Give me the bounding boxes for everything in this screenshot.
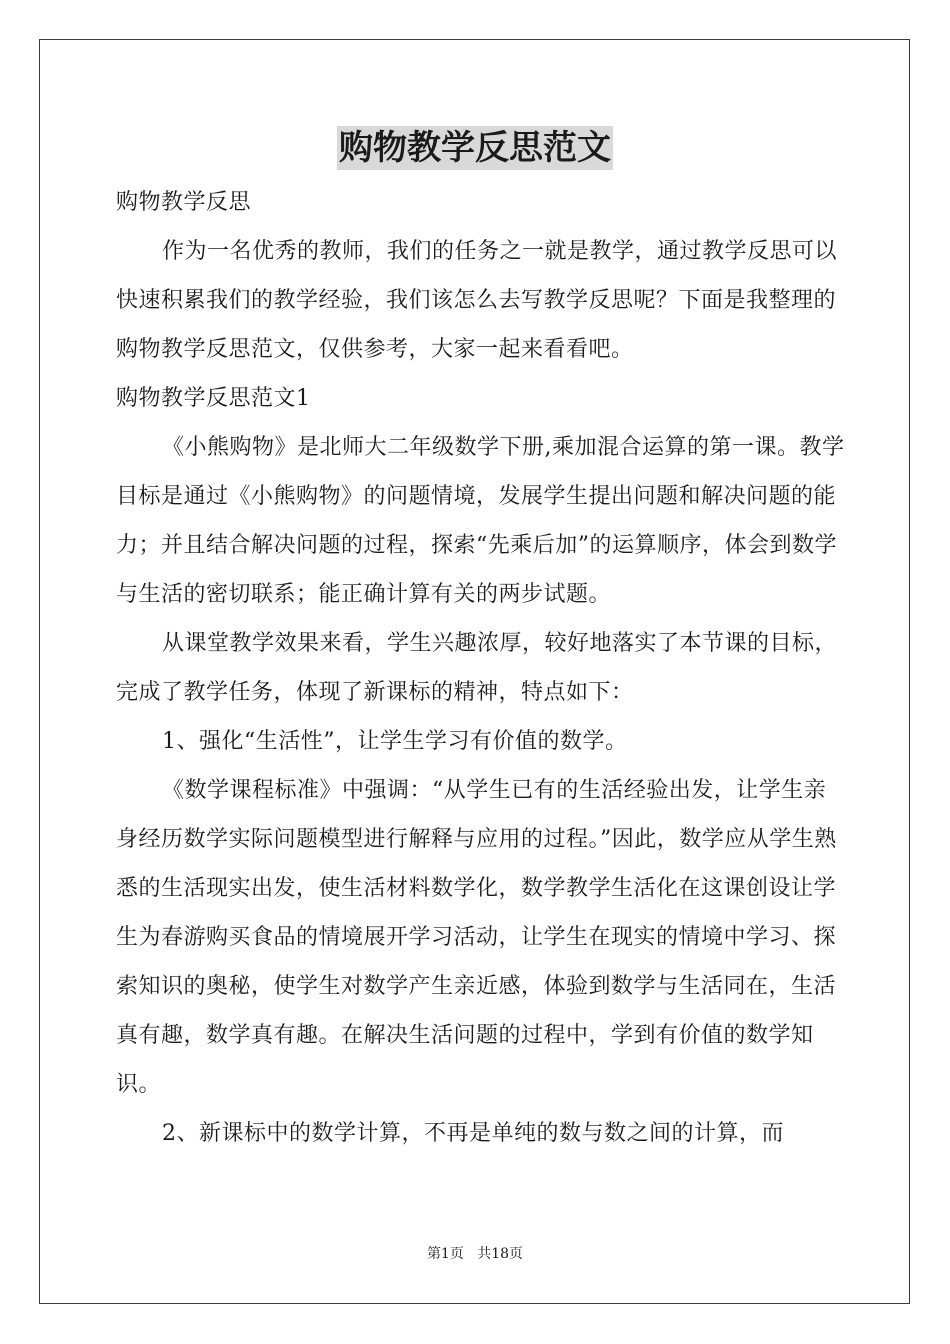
page-total: 共18页 (477, 1246, 524, 1262)
document-body (116, 178, 846, 1158)
paragraph: 作为一名优秀的教师，我们的任务之一就是教学，通过教学反思可以快速积累我们的教学经验，我们该怎么去写教学反思呢？下面是我整理的购物教学反思范文，仅供参考，大家一起来看看吧。 (116, 239, 838, 362)
page-number: 第1页 (426, 1246, 464, 1262)
section-heading: 购物教学反思范文1 (116, 386, 311, 411)
document-title (0, 126, 950, 170)
paragraph: 1、强化“生活性”，让学生学习有价值的数学。 (162, 729, 628, 754)
paragraph: 2、新课标中的数学计算，不再是单纯的数与数之间的计算，而 (162, 1121, 784, 1146)
paragraph: 从课堂教学效果来看，学生兴趣浓厚，较好地落实了本节课的目标，完成了教学任务，体现了新课标的精神，特点如下： (116, 631, 838, 705)
paragraph: 《数学课程标准》中强调：“从学生已有的生活经验出发，让学生亲身经历数学实际问题模型进行解释与应用的过程。”因此，数学应从学生熟悉的生活现实出发，使生活材料数学化，数学教学生活化在这课创设让学生为春游购买食品的情境展开学习活动，让学生在现实的情境中学习、探索知识的奥秘，使学生对数学产生亲近感，体验到数学与生活同在，生活真有趣，数学真有趣。在解决生活问题的过程中，学到有价值的数学知识。 (116, 778, 837, 1097)
page-footer (0, 1244, 950, 1264)
paragraph: 《小熊购物》是北师大二年级数学下册,乘加混合运算的第一课。教学目标是通过《小熊购物》的问题情境，发展学生提出问题和解决问题的能力；并且结合解决问题的过程，探索“先乘后加”的运算顺序，体会到数学与生活的密切联系；能正确计算有关的两步试题。 (116, 435, 845, 607)
title-text: 购物教学反思范文 (339, 128, 611, 168)
paragraph: 购物教学反思 (116, 190, 252, 215)
